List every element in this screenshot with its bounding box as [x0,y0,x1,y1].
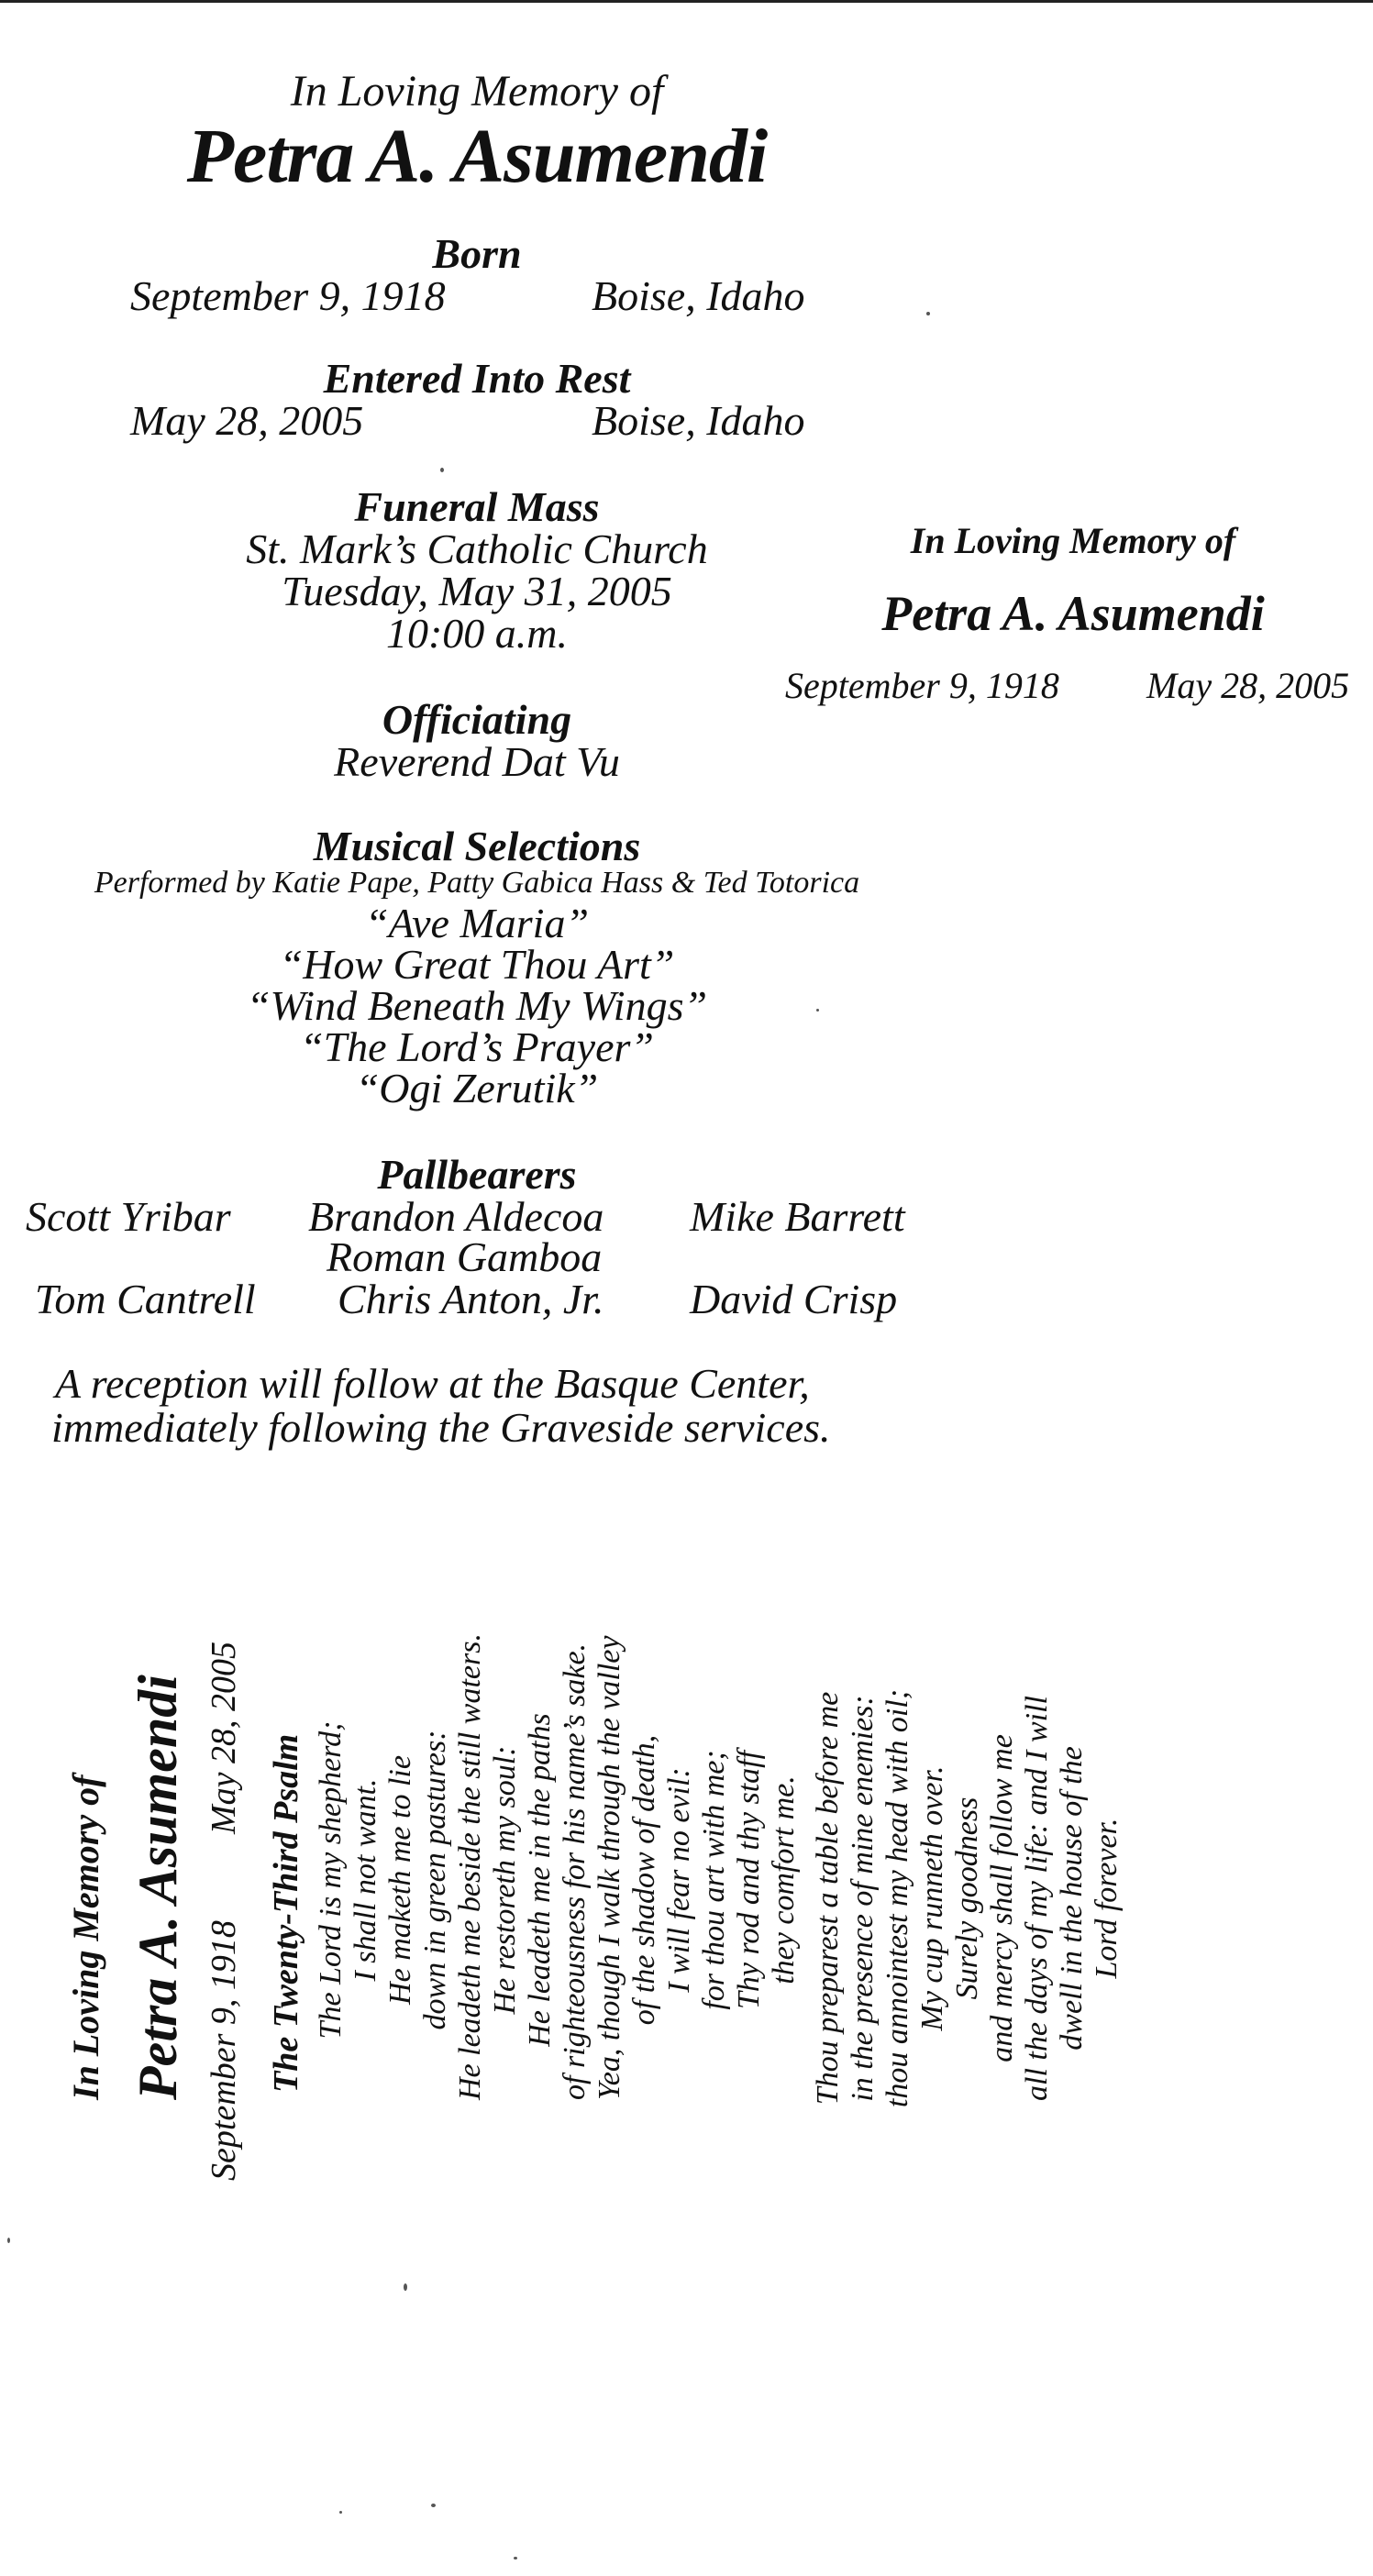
psalm-line: Surely goodness [950,1797,984,2000]
psalm-line: and mercy shall follow me [985,1734,1019,2062]
psalm-line: down in green pastures: [418,1730,452,2030]
musical-performers: Performed by Katie Pape, Patty Gabica Hass & Ted Totorica [94,866,860,900]
song-item: “Ogi Zerutik” [355,1065,599,1111]
top-border-line [0,0,1373,3]
reception-line-2: immediately following the Graveside services. [51,1404,831,1451]
song-item: “Wind Beneath My Wings” [246,982,708,1029]
card-in-loving-memory: In Loving Memory of [910,520,1236,561]
psalm-line: thou annointest my head with oil; [880,1688,914,2108]
pallbearer-name: Tom Cantrell [35,1276,256,1322]
psalm-card-name: Petra A. Asumendi [127,1675,188,2100]
funeral-church: St. Mark’s Catholic Church [246,525,708,572]
psalm-card-in-loving-memory: In Loving Memory of [65,1774,106,2100]
deceased-name-title: Petra A. Asumendi [186,114,768,199]
pallbearer-name: David Crisp [690,1276,898,1322]
song-item: “Ave Maria” [364,900,590,946]
psalm-line: in the presence of mine enemies: [846,1695,880,2102]
psalm-line: I shall not want. [349,1778,382,1982]
psalm-line: He restoreth my soul: [488,1745,522,2015]
in-loving-memory-heading: In Loving Memory of [290,67,664,116]
officiant-name: Reverend Dat Vu [334,738,620,785]
scan-speck [339,2511,342,2514]
officiating-heading: Officiating [382,696,572,743]
psalm-line: I will fear no evil: [662,1767,696,1993]
psalm-line: Thy rod and thy staff [732,1750,766,2010]
psalm-line: He leadeth me beside the still waters. [453,1633,487,2100]
psalm-line: of the shadow of death, [627,1734,661,2026]
psalm-line: of righteousness for his name’s sake. [558,1642,592,2100]
psalm-line: He leadeth me in the paths [523,1713,557,2047]
psalm-line: dwell in the house of the [1055,1746,1089,2051]
pallbearer-name: Mike Barrett [690,1193,905,1240]
psalm-line: The Lord is my shepherd; [314,1720,348,2040]
scan-speck [404,2283,407,2291]
pallbearers-heading: Pallbearers [377,1151,577,1198]
psalm-line: He maketh me to lie [383,1755,417,2005]
rest-date: May 28, 2005 [130,397,364,444]
musical-selections-heading: Musical Selections [313,823,641,869]
scan-speck [816,1009,819,1012]
card-name: Petra A. Asumendi [881,586,1265,641]
pallbearer-name: Roman Gamboa [327,1233,603,1280]
psalm-line: Lord forever. [1090,1818,1124,1979]
funeral-mass-heading: Funeral Mass [354,483,600,530]
entered-into-rest-heading: Entered Into Rest [323,355,631,402]
psalm-line: My cup runneth over. [915,1765,949,2031]
scan-speck [431,2504,436,2507]
scan-speck [440,468,444,472]
song-item: “How Great Thou Art” [279,941,675,988]
psalm-line: all the days of my life: and I will [1020,1696,1054,2101]
psalm-line: Thou preparest a table before me [811,1691,845,2106]
pallbearer-name: Brandon Aldecoa [308,1193,604,1240]
psalm-title: The Twenty-Third Psalm [267,1733,305,2093]
psalm-card-death-date: May 28, 2005 [205,1641,243,1834]
scan-speck [514,2557,517,2559]
psalm-card-birth-date: September 9, 1918 [205,1920,243,2181]
pallbearer-name: Chris Anton, Jr. [338,1276,604,1322]
funeral-time: 10:00 a.m. [385,610,569,657]
card-birth-date: September 9, 1918 [785,665,1059,706]
scan-speck [7,2238,10,2243]
psalm-line: they comfort me. [767,1775,801,1985]
psalm-line: for thou art with me; [697,1750,731,2010]
song-item: “The Lord’s Prayer” [300,1023,654,1070]
born-heading: Born [432,230,522,277]
funeral-date: Tuesday, May 31, 2005 [282,568,672,614]
born-place: Boise, Idaho [592,272,805,319]
psalm-line: Yea, though I walk through the valley [592,1635,626,2100]
card-death-date: May 28, 2005 [1146,665,1350,706]
rest-place: Boise, Idaho [592,397,805,444]
pallbearer-name: Scott Yribar [26,1193,231,1240]
born-date: September 9, 1918 [130,272,446,319]
scan-speck [926,312,930,315]
reception-line-1: A reception will follow at the Basque Center, [55,1360,810,1407]
